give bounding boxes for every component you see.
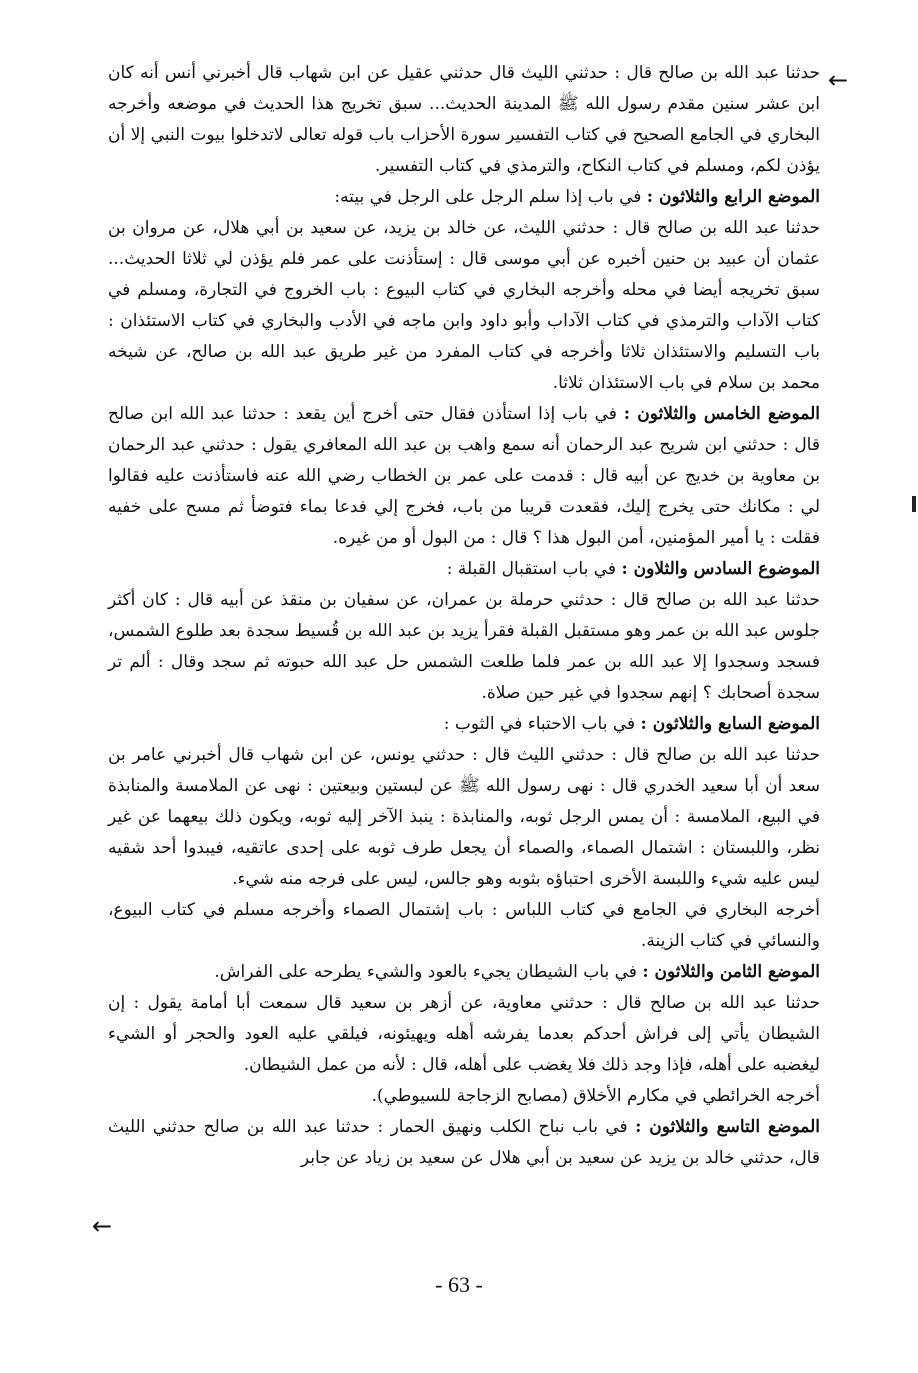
section-heading: الموضوع السادس والثلاون : [621, 559, 820, 579]
paragraph [108, 585, 820, 709]
paragraph-text: حدثنا عبد الله بن صالح قال : حدثني حرملة بن عمران، عن سفيان بن منقذ عن أبيه قال : كان أكثر جلوس عبد الله بن عمر وهو مستقبل القبلة فقرأ يزيد بن عبد الله بن قُسيط سجدة بعد طلوع الشمس، فسجد وسجدوا إلا عبد الله بن عمر فلما طلعت الشمس حل عبد الله حبوته ثم سجد وقال : ألم تر سجدة أصحابك ؟ إنهم سجدوا في غير حين صلاة. [108, 590, 820, 703]
paragraph [108, 182, 820, 213]
paragraph [108, 709, 820, 740]
paragraph [108, 895, 820, 957]
paragraph [108, 1112, 820, 1174]
page-number: - 63 - [435, 1272, 483, 1297]
paragraph [108, 988, 820, 1081]
section-heading: الموضع الخامس والثلاثون : [623, 404, 821, 424]
continuation-arrow-top-icon: ← [828, 66, 849, 94]
paragraph [108, 213, 820, 399]
paragraph-text: حدثنا عبد الله بن صالح قال : حدثني الليث، عن خالد بن يزيد، عن سعيد بن أبي هلال، عن مروان بن عثمان أن عبيد بن حنين أخبره عن أبي موسى قال : إستأذنت على عمر فلم يؤذن لي ثلاثا الحديث... سبق تخريجه أيضا في محله وأخرجه البخاري في كتاب البيوع : باب الخروج في التجارة، ومسلم في كتاب الآداب والترمذي في كتاب الآداب وأبو داود وابن ماجه في الأدب والبخاري في كتاب الاستئذان : باب التسليم والاستئذان ثلاثا وأخرجه في كتاب المفرد من غير طريق عبد الله بن صالح، عن شيخه محمد بن سلام في باب الاستئذان ثلاثا. [108, 218, 820, 393]
paragraph [108, 740, 820, 895]
section-heading: الموضع السابع والثلاثون : [640, 714, 820, 734]
section-heading: الموضع الرابع والثلاثون : [646, 187, 820, 207]
paragraph-text: في باب استقبال القبلة : [446, 559, 622, 579]
paragraph [108, 554, 820, 585]
paragraph [108, 957, 820, 988]
paragraph-text: في باب نباح الكلب ونهيق الحمار : حدثنا عبد الله بن صالح حدثني الليث قال، حدثني خالد بن يزيد عن سعيد بن أبي هلال عن سعيد بن زياد عن جابر [108, 1117, 820, 1168]
continuation-arrow-bottom-icon: ← [92, 1212, 113, 1240]
paragraph [108, 399, 820, 554]
paragraph [108, 1081, 820, 1112]
paragraph-text: أخرجه الخرائطي في مكارم الأخلاق (مصابح الزجاجة للسيوطي). [371, 1086, 820, 1106]
paragraph-text: حدثنا عبد الله بن صالح قال : حدثني الليث قال : حدثني يونس، عن ابن شهاب قال أخبرني عامر بن سعد أن أبا سعيد الخدري قال : نهى رسول الله ﷺ عن لبستين وبيعتين : نهى عن الملامسة والمنابذة في البيع، الملامسة : أن يمس الرجل ثوبه، والمنابذة : ينبذ الآخر إليه ثوبه، ويكون ذلك بيعهما عن غير نظر، واللبستان : اشتمال الصماء، والصماء أن يجعل طرف ثوبه على إحدى عاتقيه، فيبدوا أحد شقيه ليس عليه شيء واللبسة الأخرى احتباؤه بثوبه وهو جالس، ليس على فرجه منه شيء. [108, 745, 820, 889]
paragraph-text: في باب إذا استأذن فقال حتى أخرج أين يقعد : حدثنا عبد الله ابن صالح قال : حدثني ابن شريح عبد الرحمان أنه سمع واهب بن عبد الله المعافري يقول : حدثني عبد الرحمان بن معاوية بن خديج عن أبيه قال : قدمت على عمر بن الخطاب رضي الله عنه فاستأذنت عليه فقالوا لي : مكانك حتى يخرج إليك، فقعدت قريبا من باب، فخرج إلي فدعا بماء فتوضأ ثم مسح على خفيه فقلت : يا أمير المؤمنين، أمن البول هذا ؟ قال : من البول أو من غيره. [108, 404, 820, 548]
body-text [108, 58, 820, 1174]
paragraph [108, 58, 820, 182]
paragraph-text: حدثنا عبد الله بن صالح قال : حدثني معاوية، عن أزهر بن سعيد قال سمعت أبا أمامة يقول : إن الشيطان يأتي إلى فراش أحدكم بعدما يفرشه أهله ويهيئونه، فيلقي عليه العود والحجر أو الشيء ليغضبه على أهله، فإذا وجد ذلك فلا يغضب على أهله، قال : لأنه من عمل الشيطان. [108, 993, 820, 1075]
paragraph-text: في باب الشيطان يجيء بالعود والشيء يطرحه على الفراش. [214, 962, 643, 982]
paragraph-text: في باب إذا سلم الرجل على الرجل في بيته: [334, 187, 647, 207]
scan-edge-mark [912, 496, 916, 512]
section-heading: الموضع الثامن والثلاثون : [642, 962, 820, 982]
paragraph-text: أخرجه البخاري في الجامع في كتاب اللباس : باب إشتمال الصماء وأخرجه مسلم في كتاب البيوع، والنسائي في كتاب الزينة. [108, 900, 820, 951]
paragraph-text: في باب الاحتباء في الثوب : [443, 714, 641, 734]
section-heading: الموضع التاسع والثلاثون : [635, 1117, 820, 1137]
paragraph-text: حدثنا عبد الله بن صالح قال : حدثني الليث قال حدثني عقيل عن ابن شهاب قال أخبرني أنس أنه كان ابن عشر سنين مقدم رسول الله ﷺ المدينة الحديث... سبق تخريج هذا الحديث في موضعه وأخرجه البخاري في الجامع الصحيح في كتاب التفسير سورة الأحزاب باب قوله تعالى لاتدخلوا بيوت النبي إلا أن يؤذن لكم، ومسلم في كتاب النكاح، والترمذي في كتاب التفسير. [108, 63, 820, 176]
